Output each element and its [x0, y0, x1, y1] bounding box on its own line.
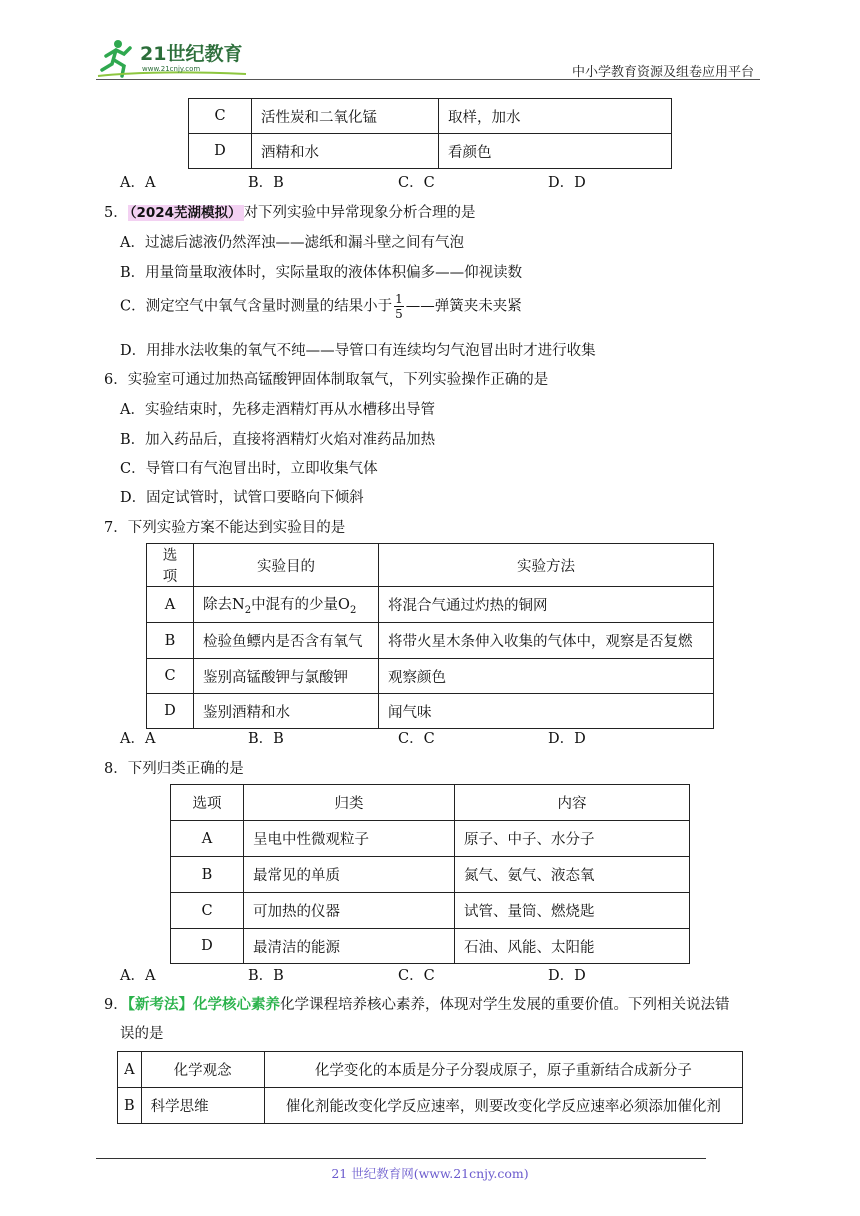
q9-table	[117, 1051, 743, 1124]
table-row: A 呈电中性微观粒子 原子、中子、水分子	[171, 821, 690, 857]
q5-option-b: B．用量筒量取液体时，实际量取的液体体积偏多——仰视读数	[120, 265, 523, 281]
site-logo	[96, 36, 261, 80]
option-a: A．A	[120, 968, 156, 984]
logo-url: www.21cnjy.com	[142, 65, 201, 73]
table-cell: 看颜色	[439, 134, 672, 169]
table-header-row: 选项 归类 内容	[171, 785, 690, 821]
footer-divider	[96, 1158, 706, 1159]
table-row: C 可加热的仪器 试管、量筒、燃烧匙	[171, 893, 690, 929]
question-9-cont: 误的是	[120, 1026, 164, 1042]
question-9: 9．【新考法】化学核心素养化学课程培养核心素养，体现对学生发展的重要价值。下列相关说法错	[104, 997, 730, 1013]
q6-option-c: C．导管口有气泡冒出时，立即收集气体	[120, 461, 378, 477]
table-cell: 活性炭和二氧化锰	[252, 99, 439, 134]
question-5: 5． （2024芜湖模拟） 对下列实验中异常现象分析合理的是	[104, 205, 476, 221]
q6-option-b: B．加入药品后，直接将酒精灯火焰对准药品加热	[120, 432, 436, 448]
core-literacy-tag: 化学核心素养	[192, 997, 280, 1013]
q6-option-d: D．固定试管时，试管口要略向下倾斜	[120, 490, 364, 506]
option-d: D．D	[548, 731, 586, 747]
table-row	[189, 99, 672, 134]
table-cell: 取样，加水	[439, 99, 672, 134]
question-8: 8．下列归类正确的是	[104, 761, 244, 777]
table-cell: D	[189, 134, 252, 169]
prev-question-table	[188, 98, 672, 169]
table-header-row: 选项 实验目的 实验方法	[147, 544, 714, 587]
question-7: 7．下列实验方案不能达到实验目的是	[104, 520, 346, 536]
table-row: B 科学思维 催化剂能改变化学反应速率，则要改变化学反应速率必须添加催化剂	[118, 1088, 743, 1124]
table-row: D 最清洁的能源 石油、风能、太阳能	[171, 929, 690, 964]
question-6: 6．实验室可通过加热高锰酸钾固体制取氧气，下列实验操作正确的是	[104, 372, 549, 388]
source-tag: （2024芜湖模拟）	[129, 205, 242, 221]
option-a: A．A	[120, 175, 156, 191]
platform-name: 中小学教育资源及组卷应用平台	[571, 65, 754, 80]
option-c: C．C	[398, 968, 435, 984]
q6-option-a: A．实验结束时，先移走酒精灯再从水槽移出导管	[120, 402, 435, 418]
table-row: C 鉴别高锰酸钾与氯酸钾 观察颜色	[147, 659, 714, 694]
option-b: B．B	[248, 968, 284, 984]
q5-option-a: A．过滤后滤液仍然浑浊——滤纸和漏斗壁之间有气泡	[120, 235, 464, 251]
fraction: $\frac{1}{5}$	[395, 292, 403, 321]
option-a: A．A	[120, 731, 156, 747]
header-divider	[96, 79, 760, 80]
q5-option-d: D．用排水法收集的氧气不纯——导管口有连续均匀气泡冒出时才进行收集	[120, 343, 596, 359]
q5-option-c: C．测定空气中氧气含量时测量的结果小于 $\frac{1}{5}$ ——弹簧夹未夹紧	[120, 292, 522, 321]
table-row: B 最常见的单质 氮气、氨气、液态氧	[171, 857, 690, 893]
table-row: B 检验鱼鳔内是否含有氧气 将带火星木条伸入收集的气体中，观察是否复燃	[147, 623, 714, 659]
table-row: A 化学观念 化学变化的本质是分子分裂成原子，原子重新结合成新分子	[118, 1052, 743, 1088]
option-d: D．D	[548, 968, 586, 984]
q7-table	[146, 543, 714, 729]
new-method-tag: 【新考法】	[127, 997, 193, 1013]
q8-table	[170, 784, 690, 964]
option-b: B．B	[248, 731, 284, 747]
table-row: D 鉴别酒精和水 闻气味	[147, 694, 714, 729]
table-row	[189, 134, 672, 169]
footer-text: 21 世纪教育网(www.21cnjy.com)	[331, 1166, 529, 1181]
table-cell: C	[189, 99, 252, 134]
table-row: A 除去$N_2$中混有的少量$O_2$ 将混合气通过灼热的铜网	[147, 587, 714, 623]
option-b: B．B	[248, 175, 284, 191]
option-c: C．C	[398, 175, 435, 191]
option-d: D．D	[548, 175, 586, 191]
logo-text: 21世纪教育	[140, 43, 243, 65]
table-cell: 酒精和水	[252, 134, 439, 169]
option-c: C．C	[398, 731, 435, 747]
